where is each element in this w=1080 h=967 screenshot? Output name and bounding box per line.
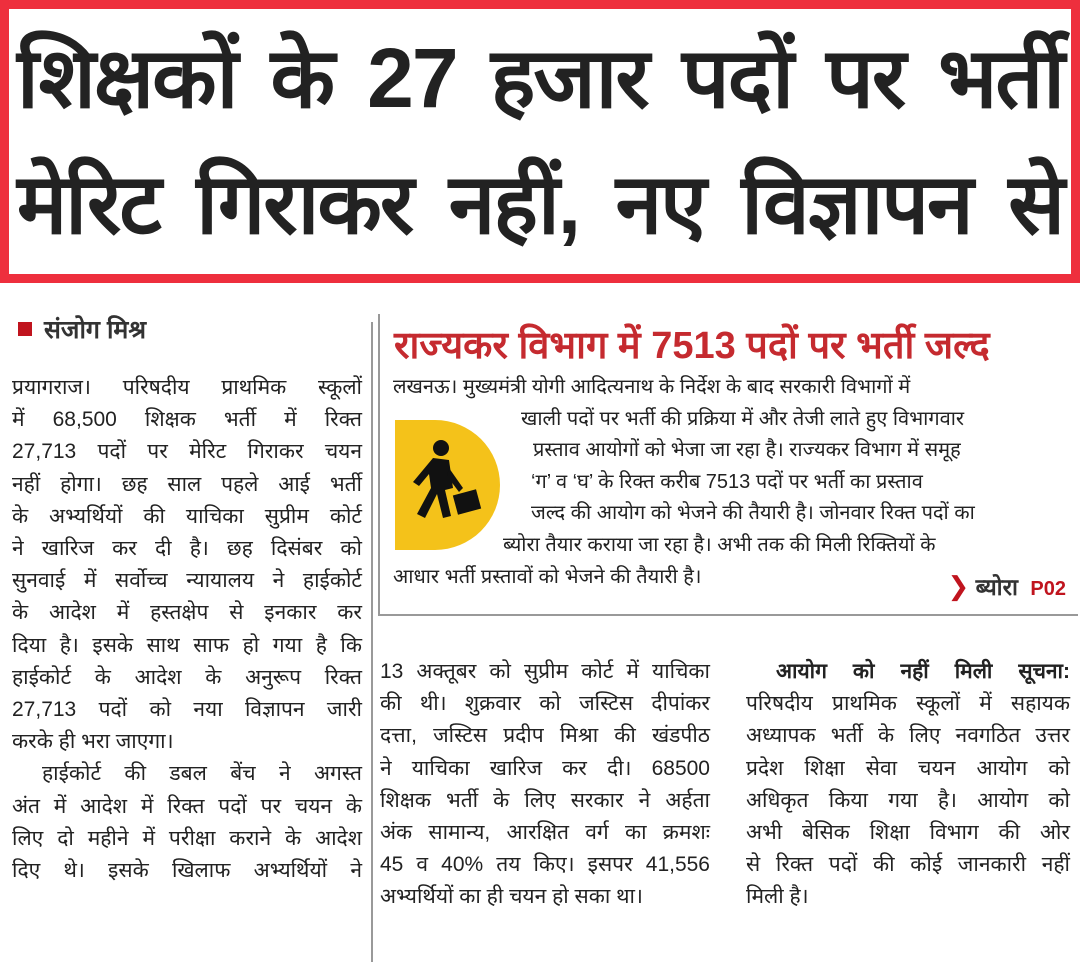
byline-author: संजोग मिश्र bbox=[44, 316, 147, 344]
headline-box bbox=[0, 0, 1080, 283]
text-line: जल्द की आयोग को भेजने की तैयारी है। जोनवार रिक्त पदों का bbox=[531, 502, 975, 525]
text-line: परिषदीय प्राथमिक स्कूलों में सहायक bbox=[746, 692, 1070, 716]
text-line: की थी। शुक्रवार को जस्टिस दीपांकर bbox=[380, 692, 710, 716]
text-line: 27,713 पदों को नया विज्ञापन जारी bbox=[12, 698, 362, 722]
text-line: ब्योरा तैयार कराया जा रहा है। अभी तक की मिली रिक्तियों के bbox=[503, 533, 936, 556]
text-line: लिए दो महीने में परीक्षा कराने के आदेश bbox=[12, 826, 362, 850]
text-line: 45 व 40% तय किए। इसपर 41,556 bbox=[380, 853, 710, 877]
text-line: प्रयागराज। परिषदीय प्राथमिक स्कूलों bbox=[12, 376, 362, 399]
continued-page: P02 bbox=[1030, 578, 1066, 600]
text-line: खाली पदों पर भर्ती की प्रक्रिया में और तेजी लाते हुए विभागवार bbox=[521, 407, 965, 430]
text-line: अभी बेसिक शिक्षा विभाग की ओर bbox=[746, 821, 1070, 845]
text-line: के अभ्यर्थियों की याचिका सुप्रीम कोर्ट bbox=[12, 504, 362, 528]
continued-reference bbox=[947, 570, 1066, 602]
text-line: आधार भर्ती प्रस्तावों को भेजने की तैयारी है। bbox=[393, 565, 702, 588]
byline-square-icon bbox=[18, 322, 32, 336]
text-line: शिक्षक भर्ती के लिए सरकार ने अर्हता bbox=[380, 788, 710, 812]
text-line: 13 अक्तूबर को सुप्रीम कोर्ट में याचिका bbox=[380, 660, 710, 683]
text-line: दत्ता, जस्टिस प्रदीप मिश्रा की खंडपीठ bbox=[380, 724, 710, 748]
text-line: से रिक्त पदों की कोई जानकारी नहीं bbox=[746, 853, 1070, 877]
text-line: 27,713 पदों पर मेरिट गिराकर चयन bbox=[12, 440, 362, 464]
text-line: सुनवाई में सर्वोच्च न्यायालय ने हाईकोर्ट bbox=[12, 569, 362, 593]
text-line: के आदेश में हस्तक्षेप से इनकार कर bbox=[12, 601, 362, 625]
text-line: अंक सामान्य, आरक्षित वर्ग का क्रमशः bbox=[380, 821, 710, 845]
text-line: प्रदेश शिक्षा सेवा चयन आयोग को bbox=[746, 756, 1070, 780]
right-column bbox=[746, 656, 1070, 914]
text-line: ने खारिज कर दी है। छह दिसंबर को bbox=[12, 537, 362, 561]
text-line: ‘ग’ व ‘घ’ के रिक्त करीब 7513 पदों पर भर्ती का प्रस्ताव bbox=[531, 470, 923, 493]
right-column-subhead: आयोग को नहीं मिली सूचना: bbox=[776, 660, 1070, 683]
text-line: ने याचिका खारिज कर दी। 68500 bbox=[380, 756, 710, 780]
headline-line-1: शिक्षकों के 27 हजार पदों पर भर्ती bbox=[17, 30, 1063, 125]
side-story-body bbox=[393, 372, 1069, 593]
text-line: दिया है। इसके साथ साफ हो गया है कि bbox=[12, 633, 362, 657]
left-column bbox=[12, 372, 362, 887]
text-line: मिली है। bbox=[746, 885, 809, 909]
chevron-right-icon: ❯ bbox=[947, 571, 970, 601]
headline-line-2: मेरिट गिराकर नहीं, नए विज्ञापन से bbox=[17, 157, 1063, 252]
side-story-title: राज्यकर विभाग में 7513 पदों पर भर्ती जल्द bbox=[394, 325, 990, 367]
text-line: दिए थे। इसके खिलाफ अभ्यर्थियों ने bbox=[12, 859, 362, 883]
continued-label: ब्योरा bbox=[975, 574, 1019, 600]
text-line: अधिकृत किया गया है। आयोग को bbox=[746, 788, 1070, 812]
text-line: में 68,500 शिक्षक भर्ती में रिक्त bbox=[12, 408, 362, 432]
text-line: करके ही भरा जाएगा। bbox=[12, 730, 174, 754]
column-divider bbox=[371, 322, 373, 962]
text-line: नहीं होगा। छह साल पहले आई भर्ती bbox=[12, 472, 362, 496]
text-line: हाईकोर्ट के आदेश के अनुरूप रिक्त bbox=[12, 665, 362, 689]
text-line: लखनऊ। मुख्यमंत्री योगी आदित्यनाथ के निर्देश के बाद सरकारी विभागों में bbox=[393, 376, 911, 398]
byline bbox=[18, 312, 358, 346]
text-line: अध्यापक भर्ती के लिए नवगठित उत्तर bbox=[746, 724, 1070, 748]
text-line: अंत में आदेश में रिक्त पदों पर चयन के bbox=[12, 794, 362, 818]
text-line: अभ्यर्थियों का ही चयन हो सका था। bbox=[380, 885, 643, 909]
text-line: हाईकोर्ट की डबल बेंच ने अगस्त bbox=[42, 762, 362, 786]
text-line: प्रस्ताव आयोगों को भेजा जा रहा है। राज्यकर विभाग में समूह bbox=[533, 439, 961, 462]
middle-column bbox=[380, 656, 710, 914]
